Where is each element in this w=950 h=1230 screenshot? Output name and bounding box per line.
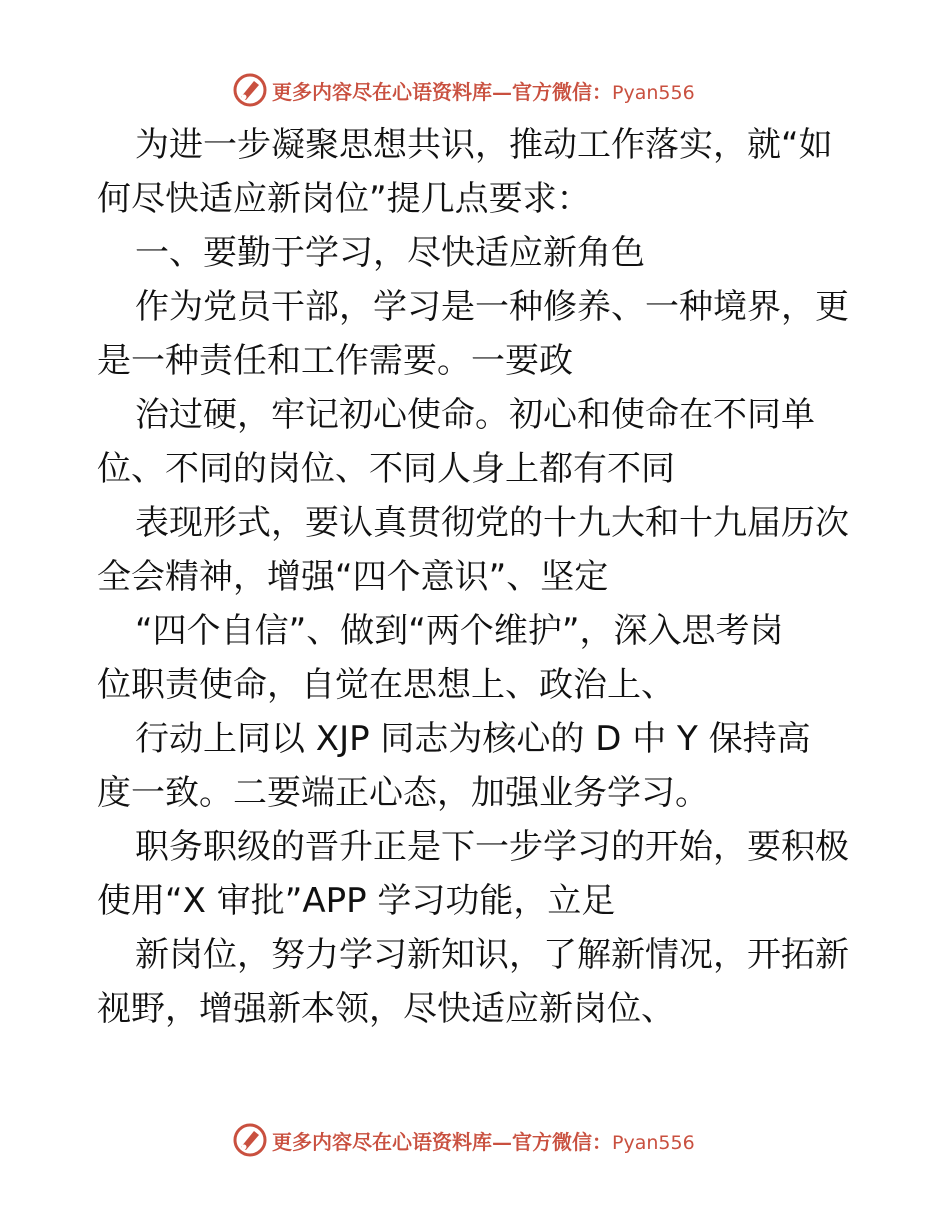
- body-line: 职务职级的晋升正是下一步学习的开始，要积极: [135, 827, 849, 867]
- body-line: 视野，增强新本领，尽快适应新岗位、: [97, 989, 675, 1029]
- banner-wechat-id: Pyan556: [612, 1131, 695, 1154]
- banner-text-cn: 更多内容尽在心语资料库—官方微信：: [272, 79, 612, 104]
- banner-text: [272, 1126, 695, 1155]
- banner-text: [272, 76, 695, 105]
- body-line: 何尽快适应新岗位”提几点要求：: [97, 179, 591, 219]
- body-line: 使用“X 审批”APP 学习功能，立足: [97, 881, 616, 921]
- footer-banner: [232, 1120, 712, 1160]
- body-line: 度一致。二要端正心态，加强业务学习。: [97, 773, 709, 813]
- banner-wechat-id: Pyan556: [612, 81, 695, 104]
- body-line: 位、不同的岗位、不同人身上都有不同: [97, 449, 675, 489]
- banner-text-cn: 更多内容尽在心语资料库—官方微信：: [272, 1129, 612, 1154]
- section-heading: 一、要勤于学习，尽快适应新角色: [135, 233, 645, 273]
- body-line: “四个自信”、做到“两个维护”，深入思考岗: [135, 611, 784, 651]
- body-line: 为进一步凝聚思想共识，推动工作落实，就“如: [135, 125, 833, 165]
- body-line: 作为党员干部，学习是一种修养、一种境界，更: [135, 287, 849, 327]
- body-line: 位职责使命，自觉在思想上、政治上、: [97, 665, 675, 705]
- pen-nib-logo-icon: [232, 72, 268, 108]
- body-line: 行动上同以 XJP 同志为核心的 D 中 Y 保持高: [135, 719, 811, 759]
- header-banner: [232, 70, 712, 110]
- pen-nib-logo-icon: [232, 1122, 268, 1158]
- body-line: 新岗位，努力学习新知识，了解新情况，开拓新: [135, 935, 849, 975]
- body-line: 治过硬，牢记初心使命。初心和使命在不同单: [135, 395, 815, 435]
- document-body: [97, 118, 857, 1036]
- body-line: 全会精神，增强“四个意识”、坚定: [97, 557, 609, 597]
- body-line: 是一种责任和工作需要。一要政: [97, 341, 573, 381]
- body-line: 表现形式，要认真贯彻党的十九大和十九届历次: [135, 503, 849, 543]
